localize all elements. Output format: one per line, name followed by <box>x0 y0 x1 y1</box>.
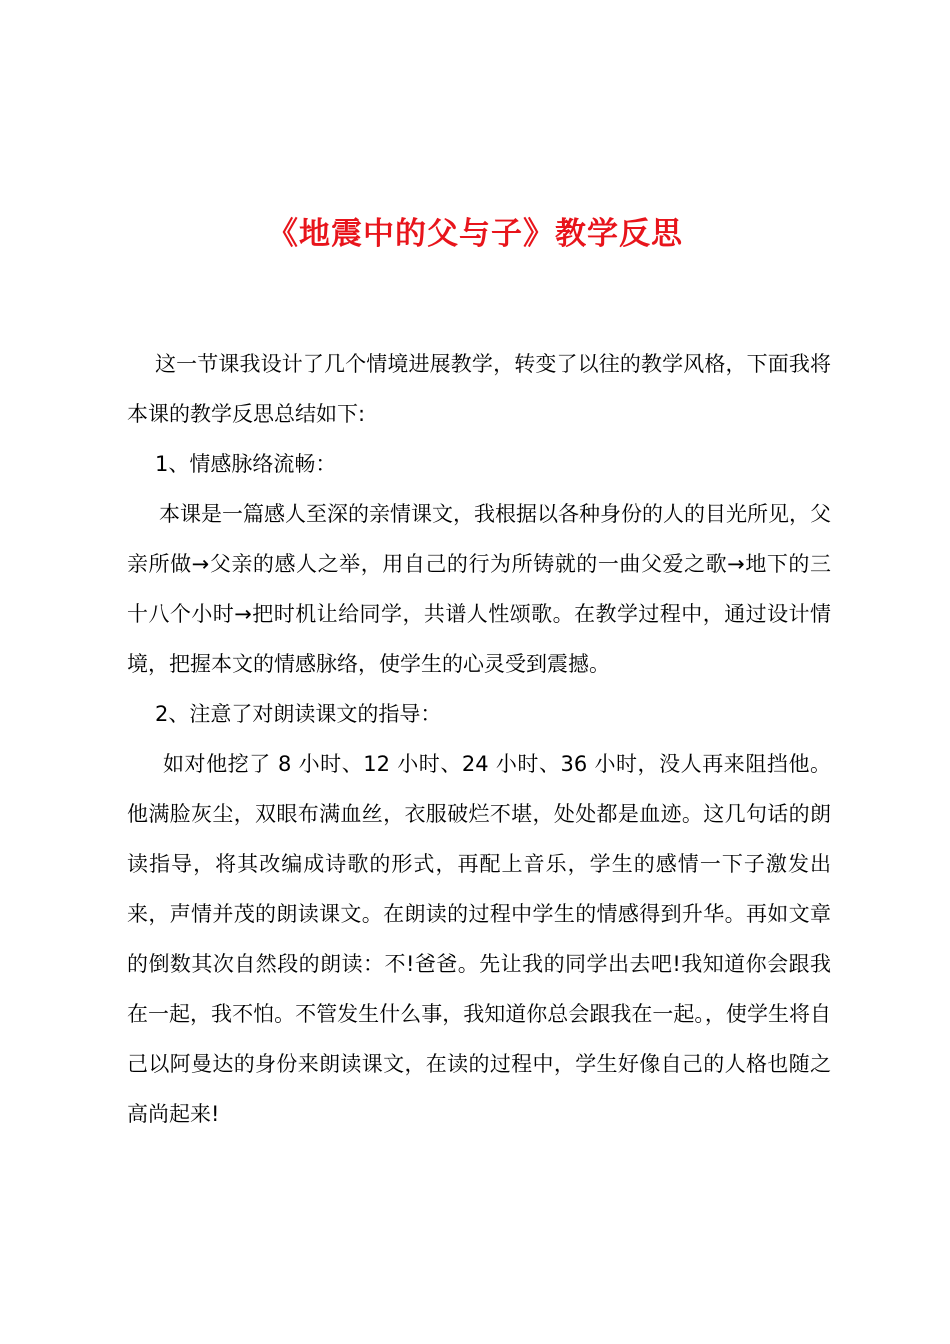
section-heading-2: 2、注意了对朗读课文的指导： <box>155 702 442 726</box>
intro-paragraph: 这一节课我设计了几个情境进展教学，转变了以往的教学风格，下面我将本课的教学反思总结如下: <box>127 352 831 426</box>
section-paragraph-2: 如对他挖了 8 小时、12 小时、24 小时、36 小时，没人再来阻挡他。他满脸灰尘，双眼布满血丝，衣服破烂不堪，处处都是血迹。这几句话的朗读指导，将其改编成诗歌的形式，再配上音乐，学生的感情一下子激发出来，声情并茂的朗读课文。在朗读的过程中学生的情感得到升华。再如文章的倒数其次自然段的朗读：不!爸爸。先让我的同学出去吧!我知道你会跟我在一起，我不怕。不管发生什么事，我知道你总会跟我在一起。，使学生将自己以阿曼达的身份来朗读课文，在读的过程中，学生好像自己的人格也随之高尚起来! <box>127 752 831 1126</box>
document-title: 《地震中的父与子》教学反思 <box>267 216 683 252</box>
document-body <box>127 339 831 1139</box>
section-paragraph-1: 本课是一篇感人至深的亲情课文，我根据以各种身份的人的目光所见，父亲所做→父亲的感人之举，用自己的行为所铸就的一曲父爱之歌→地下的三十八个小时→把时机让给同学，共谱人性颂歌。在教学过程中，通过设计情境，把握本文的情感脉络，使学生的心灵受到震撼。 <box>127 502 831 676</box>
section-heading-1: 1、情感脉络流畅： <box>155 452 337 476</box>
